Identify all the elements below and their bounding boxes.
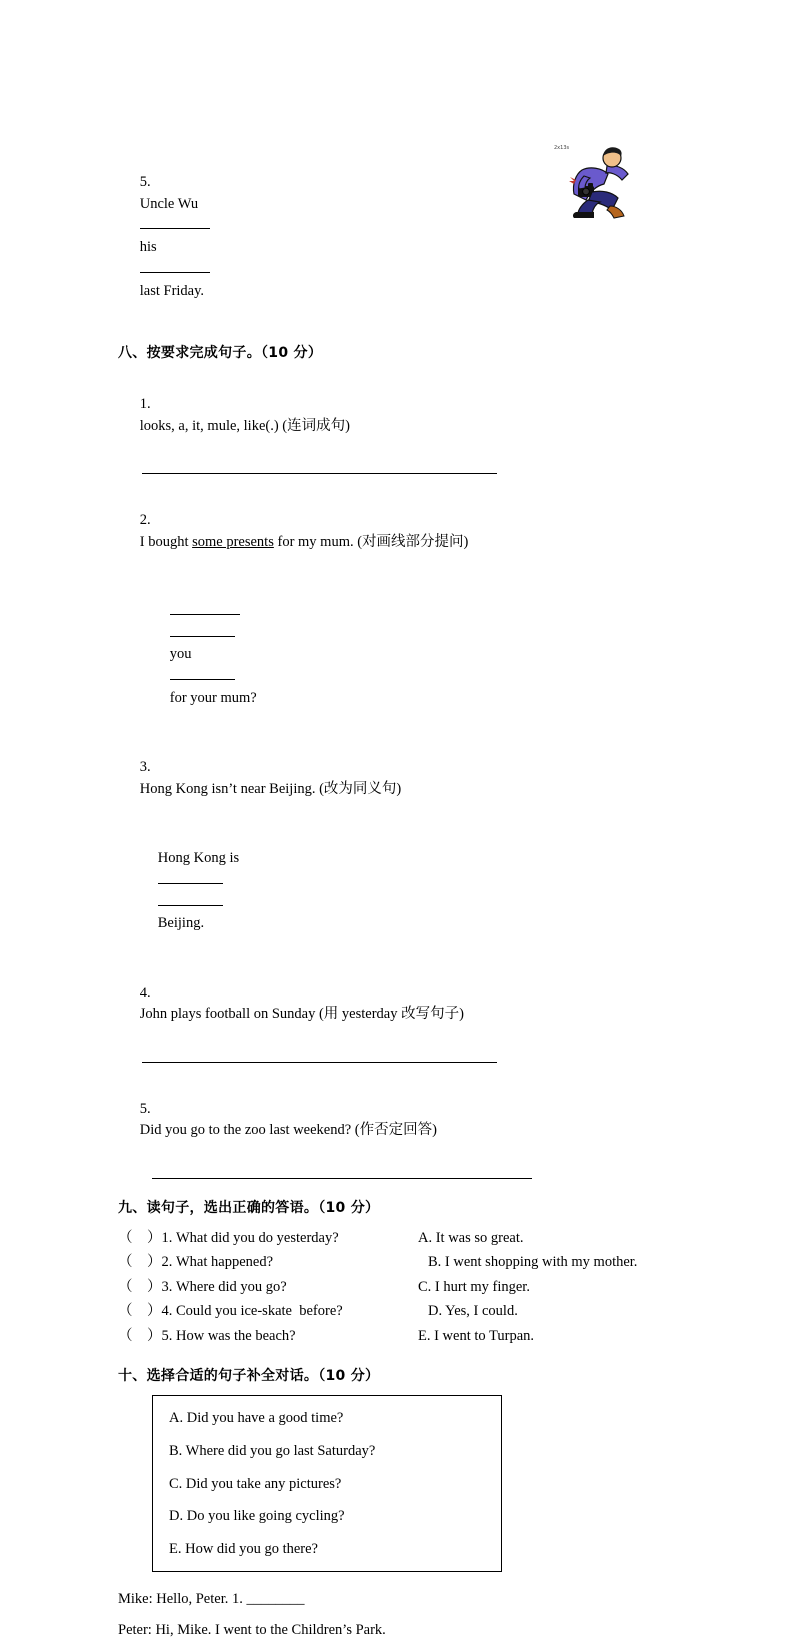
option-item[interactable]: D. Do you like going cycling? (169, 1508, 345, 1525)
option-item[interactable]: C. Did you take any pictures? (169, 1475, 342, 1492)
match-row (118, 1227, 678, 1249)
item-number: 1. (139, 395, 151, 412)
item-text-prefix: I bought (139, 533, 193, 550)
section8-item-2-answer (148, 579, 678, 731)
option-item[interactable]: A. Did you have a good time? (169, 1410, 344, 1427)
match-row (118, 1300, 678, 1322)
carryover-text-after: last Friday. (139, 282, 205, 299)
match-question[interactable]: （ ）5. How was the beach? (118, 1327, 296, 1344)
match-row (118, 1325, 678, 1347)
answer-word-you: you (169, 646, 192, 663)
answer-blank[interactable] (170, 603, 240, 615)
match-question[interactable]: （ ）2. What happened? (118, 1254, 274, 1271)
item-text: Did you go to the zoo last weekend? (作否定回答) (139, 1122, 437, 1139)
answer-write-line[interactable] (152, 1178, 532, 1179)
carryover-item-number: 5. (139, 173, 151, 190)
match-question[interactable]: （ ）4. Could you ice-skate before? (118, 1303, 343, 1320)
item-text: Hong Kong isn’t near Beijing. (改为同义句) (139, 780, 402, 797)
match-answer: C. I hurt my finger. (418, 1278, 530, 1295)
item-text: looks, a, it, mule, like(.) (连词成句) (139, 417, 350, 434)
section8-item-2 (118, 488, 678, 575)
answer-suffix: Beijing. (157, 915, 205, 932)
option-item[interactable]: E. How did you go there? (169, 1541, 318, 1558)
answer-write-line[interactable] (142, 1062, 497, 1063)
answer-prefix: Hong Kong is (157, 850, 240, 866)
dialog-line-peter: Peter: Hi, Mike. I went to the Children’s Park. (118, 1622, 386, 1639)
section8-item-3-answer (136, 826, 678, 957)
answer-blank[interactable] (140, 217, 210, 229)
item-number: 3. (139, 759, 151, 775)
section8-item-5 (118, 1077, 678, 1164)
answer-blank[interactable] (140, 261, 210, 273)
answer-blank[interactable] (170, 625, 235, 637)
section8-item-3 (118, 735, 678, 822)
section-9-heading: 九、读句子，选出正确的答语。（10 分） (118, 1199, 380, 1216)
item-number: 2. (139, 511, 151, 528)
item-underlined-phrase: some presents (192, 533, 274, 550)
carryover-text-middle: his (139, 239, 157, 255)
svg-text:2x13s: 2x13s (554, 145, 570, 151)
answer-blank[interactable] (170, 668, 235, 680)
answer-blank[interactable] (158, 872, 223, 884)
match-row (118, 1276, 678, 1298)
section8-item-4 (118, 961, 678, 1048)
worksheet-content (118, 150, 678, 1650)
match-question[interactable]: （ ）1. What did you do yesterday? (118, 1229, 339, 1246)
item-text-suffix: for my mum. (对画线部分提问) (273, 533, 469, 550)
match-answer: D. Yes, I could. (428, 1303, 518, 1320)
item-text: John plays football on Sunday (用 yesterday 改写句子) (139, 1006, 464, 1023)
carryover-item-5 (118, 150, 678, 324)
match-answer: E. I went to Turpan. (418, 1327, 534, 1344)
carryover-text-before: Uncle Wu (139, 195, 199, 212)
section-10-heading: 十、选择合适的句子补全对话。（10 分） (118, 1368, 380, 1385)
section8-item-1 (118, 372, 678, 459)
answer-write-line[interactable] (142, 473, 497, 474)
answer-tail: for your mum? (169, 689, 257, 706)
answer-blank[interactable] (158, 894, 223, 906)
section-8-heading: 八、按要求完成句子。（10 分） (118, 345, 323, 361)
match-question[interactable]: （ ）3. Where did you go? (118, 1278, 287, 1295)
match-answer: A. It was so great. (418, 1229, 524, 1246)
dialog-line-mike: Mike: Hello, Peter. 1. ________ (118, 1590, 305, 1607)
item-number: 5. (139, 1100, 151, 1117)
item-number: 4. (139, 984, 151, 1001)
option-item[interactable]: B. Where did you go last Saturday? (169, 1442, 376, 1459)
sentence-options-box (152, 1395, 502, 1572)
match-answer: B. I went shopping with my mother. (428, 1254, 638, 1271)
match-row (118, 1251, 678, 1273)
